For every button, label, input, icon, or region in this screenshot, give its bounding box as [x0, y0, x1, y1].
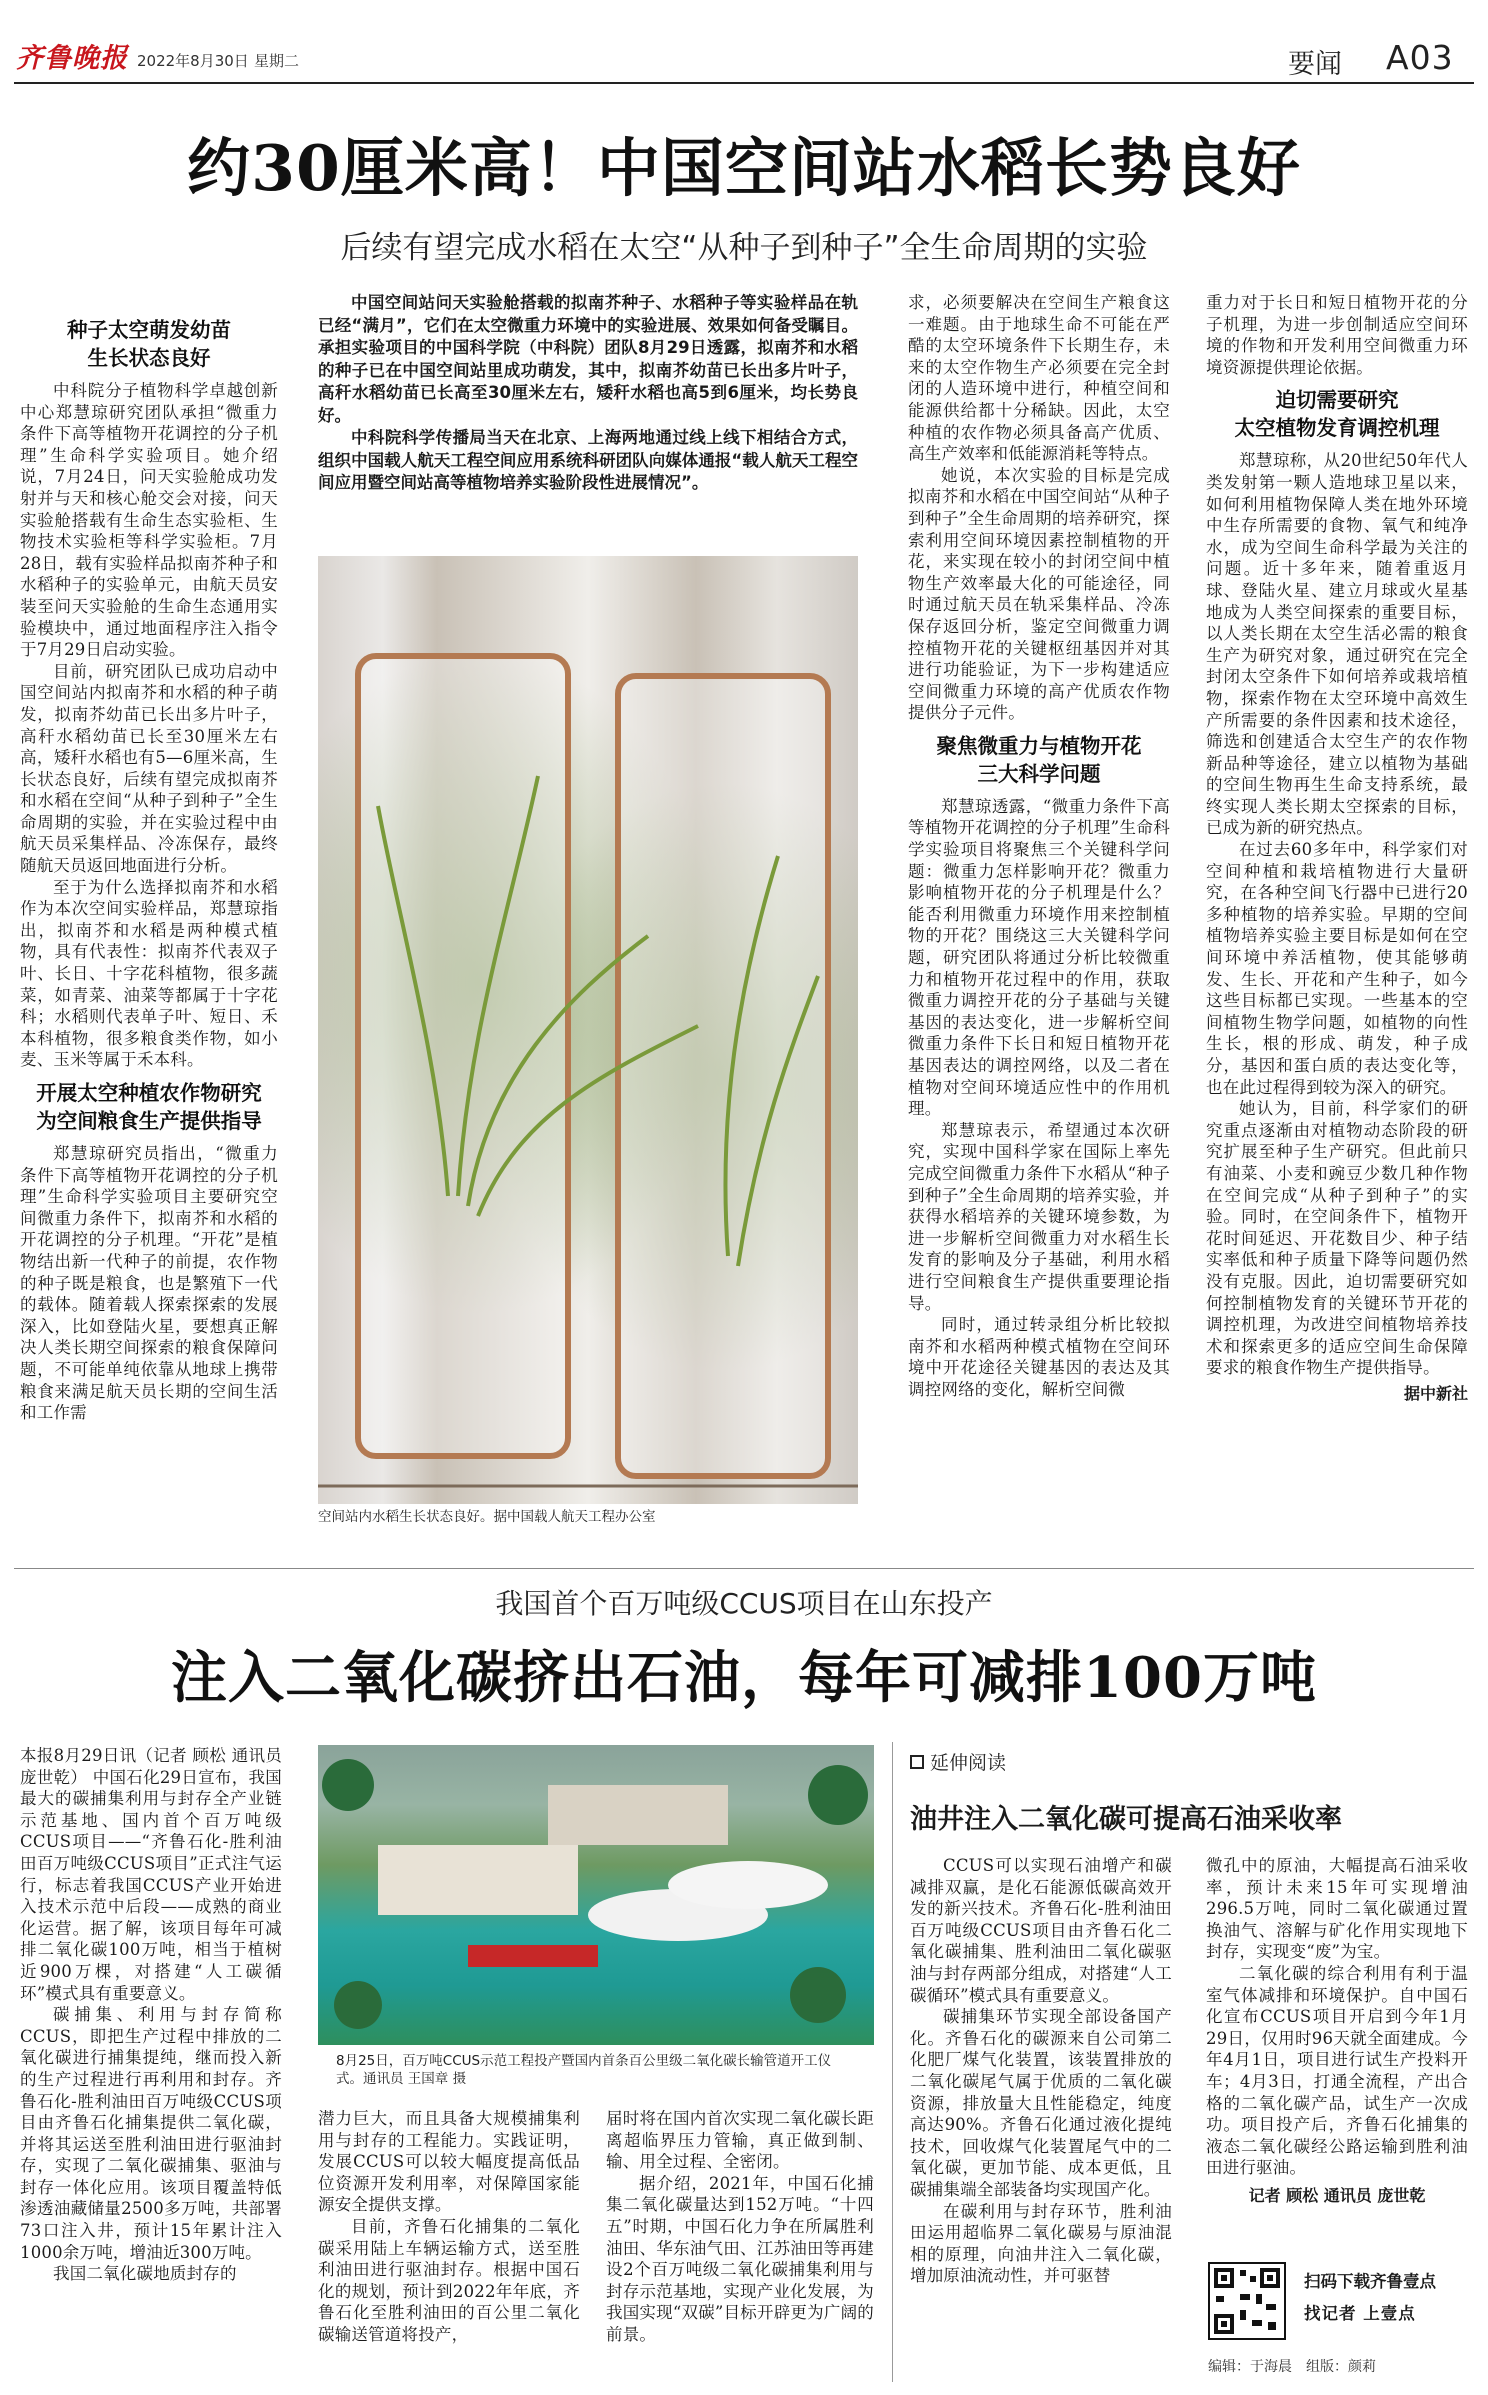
header-rule: [14, 82, 1474, 84]
qr-code[interactable]: [1208, 2262, 1286, 2340]
sidebar-title: 油井注入二氧化碳可提高石油采收率: [910, 1804, 1342, 1835]
paragraph: 潜力巨大，而且具备大规模捕集利用与封存的工程能力。实践证明，发展CCUS可以较大幅度提高低品位资源开发利用率，对保障国家能源安全提供支撑。: [318, 2109, 580, 2215]
paragraph: 目前，齐鲁石化捕集的二氧化碳采用陆上车辆运输方式，送至胜利油田进行驱油封存。根据中国石化的规划，预计到2022年年底，齐鲁石化至胜利油田的百公里二氧化碳输送管道将投产，: [318, 2216, 580, 2344]
paragraph: 求，必须要解决在空间生产粮食这一难题。由于地球生命不可能在严酷的太空环境条件下长期生存，未来的太空作物生产必须要在完全封闭的人造环境中进行，种植空间和能源供给都十分稀缺。因此，太空种植的农作物必须具备高产优质、高生产效率和低能源消耗等特点。: [908, 293, 1170, 464]
qr-pattern-icon: [1210, 2264, 1284, 2338]
lead-paragraph: 中科院科学传播局当天在北京、上海两地通过线上线下相结合方式，组织中国载人航天工程空间应用系统科研团队向媒体通报“载人航天工程空间应用暨空间站高等植物培养实验阶段性进展情况”。: [318, 428, 858, 492]
crosshead-1: 种子太空萌发幼苗 生长状态良好: [67, 318, 231, 370]
paragraph: 据介绍，2021年，中国石化捕集二氧化碳量达到152万吨。“十四五”时期，中国石化力争在所属胜利油田、华东油气田、江苏油田等再建设2个百万吨级二氧化碳捕集利用与封存示范基地，实现产业化发展，为我国实现“双碳”目标开辟更为广阔的前景。: [606, 2173, 874, 2344]
sidebar-extended-reading: [910, 1748, 1470, 1836]
byline: 据中新社: [1403, 1383, 1468, 1403]
story-divider: [14, 1568, 1474, 1569]
second-kicker: 我国首个百万吨级CCUS项目在山东投产: [495, 1587, 993, 1620]
photo-illustration: [318, 1745, 874, 2045]
paragraph: 届时将在国内首次实现二氧化碳长距离超临界压力管输，真正做到制、输、用全过程、全密闭。: [606, 2109, 874, 2172]
issue-date: 2022年8月30日: [137, 52, 249, 70]
rice-experiment-photo: [318, 556, 858, 1504]
second-headline: 注入二氧化碳挤出石油，每年可减排100万吨: [171, 1645, 1317, 1711]
photo-caption: 空间站内水稻生长状态良好。据中国载人航天工程办公室: [318, 1509, 656, 1525]
photo-illustration: [318, 556, 858, 1504]
page-number: A03: [1386, 38, 1454, 77]
section-label: 要闻: [1288, 49, 1342, 80]
paragraph: 郑慧琼研究员指出，“微重力条件下高等植物开花调控的分子机理”生命科学实验项目主要研究空间微重力条件下，拟南芥和水稻的开花调控的分子机理。“开花”是植物结出新一代种子的前提，农作物的种子既是粮食，也是繁殖下一代的载体。随着载人探索探索的发展深入，比如登陆火星，要想真正解决人类长期空间探索的粮食保障问题，不可能单纯依靠从地球上携带粮食来满足航天员长期的空间生活和工作需: [20, 1144, 278, 1423]
top-column-5: [1206, 292, 1468, 1404]
page-footer-editor: 编辑：于海晨 组版：颜莉: [1208, 2359, 1376, 2375]
sidebar-tag: 延伸阅读: [910, 1748, 1470, 1775]
paragraph: 目前，研究团队已成功启动中国空间站内拟南芥和水稻的种子萌发，拟南芥幼苗已长出多片叶子，高秆水稻幼苗已长至30厘米左右高，矮秆水稻也有5—6厘米高，生长状态良好，后续有望完成拟南芥和水稻在空间“从种子到种子”全生命周期的实验，并在实验过程中由航天员采集样品、冷冻保存，最终随航天员返回地面进行分析。: [20, 661, 278, 876]
ccus-column-1: [20, 1745, 282, 2285]
paragraph: CCUS可以实现石油增产和碳减排双赢，是化石能源低碳高效开发的新兴技术。齐鲁石化-胜利油田百万吨级CCUS项目由齐鲁石化二氧化碳捕集、胜利油田二氧化碳驱油与封存两部分组成，对搭建“人工碳循环”模式具有重要意义。: [910, 1856, 1172, 2005]
paragraph: 她说，本次实验的目标是完成拟南芥和水稻在中国空间站“从种子到种子”全生命周期的培养研究，探索利用空间环境因素控制植物的开花，来实现在较小的封闭空间中植物生产效率最大化的可能途径，同时通过航天员在轨采集样品、冷冻保存返回分析，鉴定空间微重力调控植物开花的关键枢纽基因并对其进行功能验证，为下一步构建适应空间微重力环境的高产优质农作物提供分子元件。: [908, 465, 1170, 723]
ccus-column-2: [318, 2108, 580, 2346]
crosshead-4: 迫切需要研究 太空植物发育调控机理: [1234, 388, 1440, 441]
top-column-4: [908, 292, 1170, 1401]
paragraph: 郑慧琼透露，“微重力条件下高等植物开花调控的分子机理”生命科学实验项目将聚焦三个关键科学问题：微重力怎样影响开花？微重力影响植物开花的分子机理是什么？能否利用微重力环境作用来控制植物的开花？围绕这三大关键科学问题，研究团队将通过分析比较微重力和植物开花过程中的作用，获取微重力调控开花的分子基础与关键基因的表达变化，进一步解析空间微重力条件下长日和短日植物开花基因表达的调控网络，以及二者在植物对空间环境适应性中的作用机理。: [908, 796, 1170, 1119]
paragraph: 二氧化碳的综合利用有利于温室气体减排和环境保护。自中国石化宣布CCUS项目开启到今年1月29日，仅用时96天就全面建成。今年4月1日，项目进行试生产投料开车；4月3日，打通全流程，产出合格的二氧化碳产品，试生产一次成功。项目投产后，齐鲁石化捕集的液态二氧化碳经公路运输到胜利油田进行驱油。: [1206, 1963, 1468, 2178]
paragraph: 重力对于长日和短日植物开花的分子机理，为进一步创制适应空间环境的作物和开发利用空间微重力环境资源提供理论依据。: [1206, 293, 1468, 377]
top-column-1: [20, 308, 278, 1424]
paragraph: 微孔中的原油，大幅提高石油采收率，预计未来15年可实现增油296.5万吨，同时二氧化碳通过置换油气、溶解与矿化作用实现地下封存，实现变“废”为宝。: [1206, 1856, 1468, 1962]
sidebar-column-a: [910, 1855, 1172, 2287]
lead-paragraph: 中国空间站问天实验舱搭载的拟南芥种子、水稻种子等实验样品在轨已经“满月”，它们在太空微重力环境中的实验进展、效果如何备受瞩目。承担实验项目的中国科学院（中科院）团队8月29日透露，拟南芥和水稻的种子已在中国空间站里成功萌发，其中，拟南芥幼苗已长出多片叶子，高秆水稻幼苗已长高至30厘米左右，矮秆水稻也高5到6厘米，均长势良好。: [318, 293, 858, 425]
paragraph: 她认为，目前，科学家们的研究重点逐渐由对植物动态阶段的研究扩展至种子生产研究。但此前只有油菜、小麦和豌豆少数几种作物在空间完成“从种子到种子”的实验。同时，在空间条件下，植物开花时间延迟、开花数目少、种子结实率低和种子质量下降等问题仍然没有克服。因此，迫切需要研究如何控制植物发育的关键环节开花的调控机理，为改进空间植物培养技术和探索更多的适应空间生命保障要求的粮食作物生产提供指导。: [1206, 1099, 1468, 1378]
main-headline: 约30厘米高！中国空间站水稻长势良好: [187, 131, 1301, 205]
ccus-column-3: [606, 2108, 874, 2346]
paragraph: 中科院分子植物科学卓越创新中心郑慧琼研究团队承担“微重力条件下高等植物开花调控的分子机理”生命科学实验项目。她介绍说，7月24日，问天实验舱成功发射并与天和核心舱交会对接，问天实验舱搭载有生命生态实验柜、生物技术实验柜等科学实验柜。7月28日，载有实验样品拟南芥种子和水稻种子的实验单元，由航天员安装至问天实验舱的生命生态通用实验模块中，通过地面程序注入指令于7月29日启动实验。: [20, 381, 278, 660]
qr-line-2: 找记者 上壹点: [1304, 2304, 1416, 2323]
newspaper-logo: 齐鲁晚报: [16, 43, 128, 74]
issue-weekday: 星期二: [254, 52, 300, 70]
lead-paragraphs: [318, 292, 858, 495]
paragraph: 郑慧琼称，从20世纪50年代人类发射第一颗人造地球卫星以来，如何利用植物保障人类在地外环境中生存所需要的食物、氧气和纯净水，成为空间生命科学最为关注的问题。近十多年来，随着重返月球、登陆火星、建立月球或火星基地成为人类空间探索的重要目标，以人类长期在太空生活必需的粮食生产为研究对象，通过研究在完全封闭太空条件下如何培养或栽培植物，探索作物在太空环境中高效生产所需要的条件因素和技术途径，筛选和创建适合太空生产的农作物新品种等途径，建立以植物为基础的空间生物再生生命支持系统，最终实现人类长期太空探索的目标，已成为新的研究热点。: [1206, 451, 1468, 838]
paragraph: 我国二氧化碳地质封存的: [53, 2264, 237, 2284]
photo-caption-2: 8月25日，百万吨CCUS示范工程投产暨国内首条百公里级二氧化碳长输管道开工仪式。通讯员 王国章 摄: [336, 2053, 832, 2087]
paragraph: 同时，通过转录组分析比较拟南芥和水稻两种模式植物在空间环境中开花途径关键基因的表达及其调控网络的变化，解析空间微: [908, 1315, 1170, 1399]
main-subhead: 后续有望完成水稻在太空“从种子到种子”全生命周期的实验: [340, 230, 1148, 266]
ccus-site-photo: [318, 1745, 874, 2045]
paragraph: 本报8月29日讯（记者 顾松 通讯员 庞世乾） 中国石化29日宣布，我国最大的碳捕集利用与封存全产业链示范基地、国内首个百万吨级CCUS项目——“齐鲁石化-胜利油田百万吨级CCUS项目”正式注气运行，标志着我国CCUS产业开始进入技术示范中后段——成熟的商业化运营。据了解，该项目每年可减排二氧化碳100万吨，相当于植树近900万棵，对搭建“人工碳循环”模式具有重要意义。: [20, 1746, 282, 2003]
paragraph: 碳捕集、利用与封存简称CCUS，即把生产过程中排放的二氧化碳进行捕集提纯，继而投入新的生产过程进行再利用和封存。齐鲁石化-胜利油田百万吨级CCUS项目由齐鲁石化捕集提供二氧化碳，并将其运送至胜利油田进行驱油封存，实现了二氧化碳捕集、驱油与封存一体化应用。该项目覆盖特低渗透油藏储量2500多万吨，共部署73口注入井，预计15年累计注入1000余万吨，增油近300万吨。: [20, 2005, 282, 2262]
sidebar-column-b: [1206, 1855, 1468, 2206]
paragraph: 郑慧琼表示，希望通过本次研究，实现中国科学家在国际上率先完成空间微重力条件下水稻从“种子到种子”全生命周期的培养实验，并获得水稻培养的关键环境参数，为进一步解析空间微重力对水稻生长发育的影响及分子基础，利用水稻进行空间粮食生产提供重要理论指导。: [908, 1120, 1170, 1313]
qr-line-1: 扫码下载齐鲁壹点: [1304, 2272, 1436, 2291]
paragraph: 至于为什么选择拟南芥和水稻作为本次空间实验样品，郑慧琼指出，拟南芥和水稻是两种模式植物，具有代表性：拟南芥代表双子叶、长日、十字花科植物，很多蔬菜，如青菜、油菜等都属于十字花科；水稻则代表单子叶、短日、禾本科植物，很多粮食类作物，如小麦、玉米等属于禾本科。: [20, 877, 278, 1070]
square-icon: [910, 1755, 924, 1769]
crosshead-3: 聚焦微重力与植物开花 三大科学问题: [936, 733, 1142, 786]
paragraph: 碳捕集环节实现全部设备国产化。齐鲁石化的碳源来自公司第二化肥厂煤气化装置，该装置排放的二氧化碳尾气属于优质的二氧化碳资源，排放量大且性能稳定，纯度高达90%。齐鲁石化通过液化提纯技术，回收煤气化装置尾气中的二氧化碳，更加节能、成本更低，且碳捕集端全部装备均实现国产化。: [910, 2007, 1172, 2199]
paragraph: 在碳利用与封存环节，胜利油田运用超临界二氧化碳易与原油混相的原理，向油井注入二氧化碳，增加原油流动性，并可驱替: [910, 2201, 1172, 2286]
paragraph: 在过去60多年中，科学家们对空间种植和栽培植物进行大量研究，在各种空间飞行器中已进行20多种植物的培养实验。早期的空间植物培养实验主要目标是如何在空间环境中养活植物，使其能够萌发、生长、开花和产生种子，如今这些目标都已实现。一些基本的空间植物生物学问题，如植物的向性生长，根的形成、萌发，种子成分，基因和蛋白质的表达变化等，也在此过程得到较为深入的研究。: [1206, 840, 1468, 1097]
sidebar-divider: [892, 1742, 893, 2382]
crosshead-2: 开展太空种植农作物研究 为空间粮食生产提供指导: [36, 1081, 262, 1133]
sidebar-byline: 记者 顾松 通讯员 庞世乾: [1248, 2185, 1426, 2205]
